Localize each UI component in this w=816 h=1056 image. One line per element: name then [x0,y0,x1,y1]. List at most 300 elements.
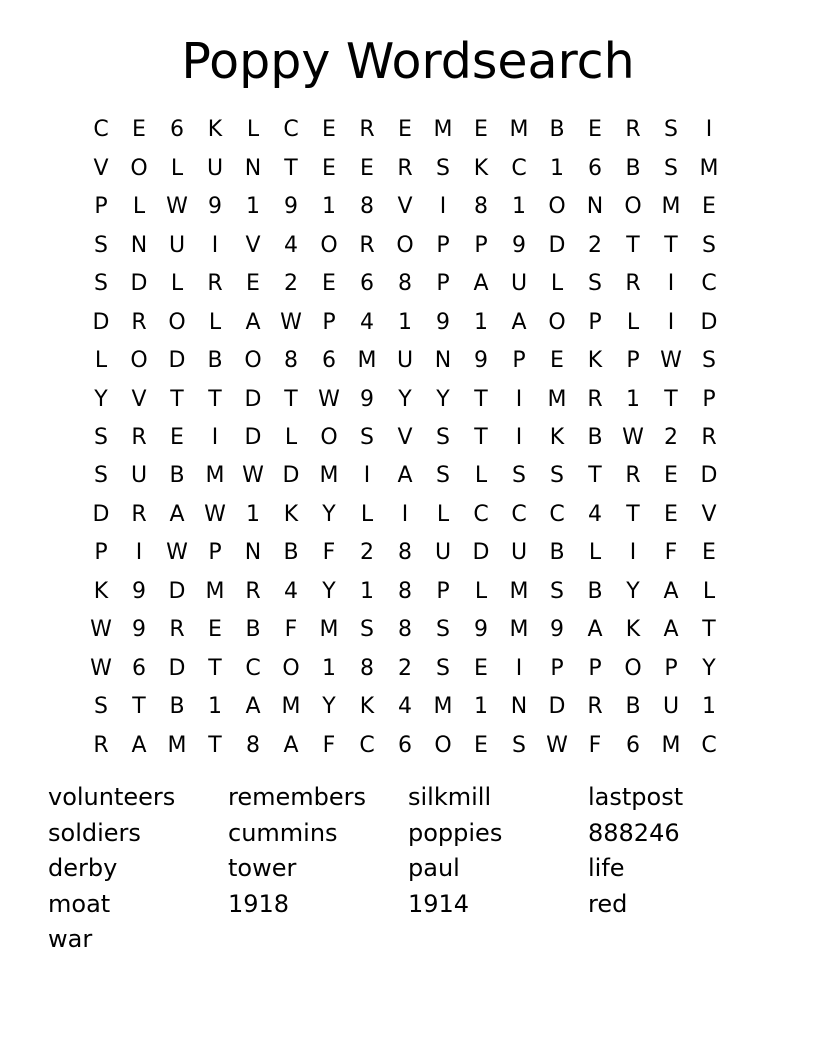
grid-letter[interactable]: 9 [512,232,526,258]
grid-letter[interactable]: 9 [550,617,564,643]
grid-letter[interactable]: W [546,732,568,758]
grid-letter[interactable]: T [284,386,298,412]
grid-letter[interactable]: M [167,732,187,758]
grid-letter[interactable]: 1 [208,694,222,720]
grid-letter[interactable]: L [246,117,260,143]
grid-letter[interactable]: 1 [322,655,336,681]
grid-letter[interactable]: Y [94,386,108,412]
grid-letter[interactable]: Y [322,694,336,720]
grid-letter[interactable]: O [168,309,186,335]
grid-letter[interactable]: Y [702,655,716,681]
grid-letter[interactable]: W [318,386,340,412]
grid-letter[interactable]: 2 [284,271,298,297]
grid-letter[interactable]: M [357,348,377,374]
grid-letter[interactable]: A [511,309,527,335]
grid-letter[interactable]: 2 [360,540,374,566]
grid-letter[interactable]: S [94,424,108,450]
grid-letter[interactable]: T [664,232,678,258]
grid-letter[interactable]: S [512,732,526,758]
grid-letter[interactable]: O [320,232,338,258]
grid-letter[interactable]: E [398,117,412,143]
word-list-item: 1918 [228,889,290,918]
grid-letter[interactable]: S [436,463,450,489]
grid-letter[interactable]: 2 [398,655,412,681]
grid-letter[interactable]: B [283,540,299,566]
grid-letter[interactable]: E [322,271,336,297]
grid-letter[interactable]: D [472,540,490,566]
grid-letter[interactable]: T [626,501,640,527]
grid-letter[interactable]: E [474,655,488,681]
grid-letter[interactable]: D [92,501,110,527]
grid-letter[interactable]: E [170,424,184,450]
grid-letter[interactable]: M [319,617,339,643]
grid-letter[interactable]: 8 [474,194,488,220]
grid-letter[interactable]: C [511,501,527,527]
grid-letter[interactable]: 1 [246,501,260,527]
grid-letter[interactable]: F [284,617,298,643]
grid-letter[interactable]: F [588,732,602,758]
grid-letter[interactable]: B [245,617,261,643]
grid-letter[interactable]: K [283,501,299,527]
grid-letter[interactable]: C [245,655,261,681]
grid-letter[interactable]: R [359,232,375,258]
grid-letter[interactable]: 1 [512,194,526,220]
grid-letter[interactable]: 6 [170,117,184,143]
grid-letter[interactable]: R [625,271,641,297]
grid-letter[interactable]: Y [322,578,336,604]
grid-letter[interactable]: P [588,309,602,335]
grid-letter[interactable]: C [549,501,565,527]
grid-letter[interactable]: F [664,540,678,566]
grid-letter[interactable]: I [439,194,447,220]
grid-letter[interactable]: 1 [322,194,336,220]
grid-letter[interactable]: N [130,232,148,258]
grid-letter[interactable]: M [509,578,529,604]
grid-letter[interactable]: R [245,578,261,604]
grid-letter[interactable]: E [322,117,336,143]
grid-letter[interactable]: M [661,194,681,220]
grid-letter[interactable]: L [208,309,222,335]
grid-letter[interactable]: R [131,309,147,335]
grid-letter[interactable]: U [168,232,186,258]
grid-letter[interactable]: Y [626,578,640,604]
grid-letter[interactable]: B [207,348,223,374]
grid-letter[interactable]: 9 [474,348,488,374]
grid-letter[interactable]: B [169,694,185,720]
grid-letter[interactable]: U [510,540,528,566]
grid-letter[interactable]: T [664,386,678,412]
grid-letter[interactable]: P [588,655,602,681]
grid-letter[interactable]: R [169,617,185,643]
grid-letter[interactable]: 4 [360,309,374,335]
grid-letter[interactable]: N [244,540,262,566]
grid-letter[interactable]: B [549,117,565,143]
grid-letter[interactable]: 4 [398,694,412,720]
grid-letter[interactable]: 9 [436,309,450,335]
grid-letter[interactable]: K [359,694,375,720]
grid-letter[interactable]: 6 [360,271,374,297]
grid-letter[interactable]: M [433,117,453,143]
grid-letter[interactable]: P [664,655,678,681]
grid-letter[interactable]: D [168,578,186,604]
grid-letter[interactable]: T [626,232,640,258]
grid-letter[interactable]: L [94,348,108,374]
grid-letter[interactable]: 1 [398,309,412,335]
grid-letter[interactable]: U [662,694,680,720]
grid-letter[interactable]: 6 [588,155,602,181]
grid-letter[interactable]: O [320,424,338,450]
grid-letter[interactable]: P [436,232,450,258]
grid-letter[interactable]: C [93,117,109,143]
grid-letter[interactable]: E [664,463,678,489]
grid-letter[interactable]: S [94,232,108,258]
grid-letter[interactable]: I [211,424,219,450]
grid-letter[interactable]: T [474,386,488,412]
grid-letter[interactable]: 1 [474,694,488,720]
grid-letter[interactable]: P [474,232,488,258]
grid-letter[interactable]: W [242,463,264,489]
grid-letter[interactable]: A [663,617,679,643]
grid-letter[interactable]: M [205,463,225,489]
grid-letter[interactable]: C [701,271,717,297]
grid-letter[interactable]: L [170,271,184,297]
grid-letter[interactable]: S [436,155,450,181]
grid-letter[interactable]: T [208,732,222,758]
grid-letter[interactable]: 1 [360,578,374,604]
grid-letter[interactable]: A [473,271,489,297]
grid-letter[interactable]: E [550,348,564,374]
grid-letter[interactable]: R [587,694,603,720]
grid-letter[interactable]: P [94,540,108,566]
grid-letter[interactable]: Y [322,501,336,527]
word-list-item: remembers [228,783,366,811]
grid-letter[interactable]: T [474,424,488,450]
grid-letter[interactable]: D [548,694,566,720]
grid-letter[interactable]: B [625,155,641,181]
grid-letter[interactable]: W [280,309,302,335]
grid-letter[interactable]: B [587,578,603,604]
grid-letter[interactable]: L [360,501,374,527]
grid-letter[interactable]: D [92,309,110,335]
grid-letter[interactable]: T [132,694,146,720]
grid-letter[interactable]: 4 [284,578,298,604]
grid-letter[interactable]: P [626,348,640,374]
grid-letter[interactable]: V [93,155,109,181]
grid-letter[interactable]: S [664,117,678,143]
grid-letter[interactable]: I [667,271,675,297]
grid-letter[interactable]: B [587,424,603,450]
grid-letter[interactable]: L [170,155,184,181]
grid-letter[interactable]: O [434,732,452,758]
grid-letter[interactable]: E [208,617,222,643]
grid-letter[interactable]: P [208,540,222,566]
grid-letter[interactable]: E [702,540,716,566]
word-list-item: moat [48,889,111,918]
word-list-item: war [48,925,93,953]
grid-letter[interactable]: V [131,386,147,412]
grid-letter[interactable]: 8 [398,271,412,297]
grid-letter[interactable]: N [244,155,262,181]
grid-letter[interactable]: R [359,117,375,143]
grid-letter[interactable]: E [664,501,678,527]
grid-letter[interactable]: D [700,463,718,489]
grid-letter[interactable]: 8 [284,348,298,374]
grid-letter[interactable]: A [245,309,261,335]
grid-letter[interactable]: S [588,271,602,297]
grid-letter[interactable]: 6 [626,732,640,758]
grid-letter[interactable]: M [661,732,681,758]
grid-letter[interactable]: C [701,732,717,758]
grid-letter[interactable]: 6 [132,655,146,681]
grid-letter[interactable]: W [660,348,682,374]
grid-letter[interactable]: E [132,117,146,143]
grid-letter[interactable]: M [509,117,529,143]
grid-letter[interactable]: D [244,424,262,450]
grid-letter[interactable]: C [283,117,299,143]
grid-letter[interactable]: S [436,424,450,450]
grid-letter[interactable]: V [245,232,261,258]
grid-letter[interactable]: 6 [322,348,336,374]
grid-letter[interactable]: T [208,386,222,412]
grid-letter[interactable]: S [94,694,108,720]
grid-letter[interactable]: E [702,194,716,220]
grid-letter[interactable]: 4 [588,501,602,527]
grid-letter[interactable]: A [245,694,261,720]
grid-letter[interactable]: Y [398,386,412,412]
grid-letter[interactable]: E [474,732,488,758]
grid-letter[interactable]: S [664,155,678,181]
grid-letter[interactable]: R [587,386,603,412]
grid-letter[interactable]: I [135,540,143,566]
grid-letter[interactable]: I [211,232,219,258]
grid-letter[interactable]: C [511,155,527,181]
grid-letter[interactable]: 8 [398,578,412,604]
grid-letter[interactable]: 8 [360,655,374,681]
grid-letter[interactable]: M [433,694,453,720]
grid-letter[interactable]: O [624,194,642,220]
grid-letter[interactable]: U [396,348,414,374]
grid-letter[interactable]: I [629,540,637,566]
grid-letter[interactable]: O [244,348,262,374]
grid-letter[interactable]: R [625,463,641,489]
grid-letter[interactable]: W [622,424,644,450]
grid-letter[interactable]: M [205,578,225,604]
grid-letter[interactable]: R [131,501,147,527]
grid-letter[interactable]: U [206,155,224,181]
grid-letter[interactable]: W [90,655,112,681]
grid-letter[interactable]: F [322,732,336,758]
grid-letter[interactable]: B [549,540,565,566]
grid-letter[interactable]: O [396,232,414,258]
grid-letter[interactable]: D [700,309,718,335]
grid-letter[interactable]: 8 [398,617,412,643]
grid-letter[interactable]: D [244,386,262,412]
grid-letter[interactable]: C [473,501,489,527]
grid-letter[interactable]: I [515,424,523,450]
grid-letter[interactable]: L [702,578,716,604]
word-list-item: red [588,889,628,918]
grid-letter[interactable]: 8 [398,540,412,566]
grid-letter[interactable]: K [549,424,565,450]
grid-letter[interactable]: C [359,732,375,758]
grid-letter[interactable]: R [701,424,717,450]
grid-letter[interactable]: E [360,155,374,181]
grid-letter[interactable]: R [625,117,641,143]
grid-letter[interactable]: I [705,117,713,143]
grid-letter[interactable]: D [168,655,186,681]
grid-letter[interactable]: S [94,463,108,489]
grid-letter[interactable]: R [93,732,109,758]
grid-letter[interactable]: I [401,501,409,527]
grid-letter[interactable]: P [512,348,526,374]
grid-letter[interactable]: N [586,194,604,220]
grid-letter[interactable]: O [130,348,148,374]
grid-letter[interactable]: P [322,309,336,335]
grid-letter[interactable]: S [702,232,716,258]
grid-letter[interactable]: M [509,617,529,643]
grid-letter[interactable]: I [667,309,675,335]
grid-letter[interactable]: U [130,463,148,489]
grid-letter[interactable]: 1 [626,386,640,412]
grid-letter[interactable]: V [397,424,413,450]
word-list-item: 1914 [408,889,470,918]
grid-letter[interactable]: T [284,155,298,181]
grid-letter[interactable]: 8 [246,732,260,758]
grid-letter[interactable]: O [282,655,300,681]
grid-letter[interactable]: S [360,617,374,643]
grid-letter[interactable]: K [473,155,489,181]
grid-letter[interactable]: A [587,617,603,643]
word-list-item: poppies [408,818,503,847]
grid-letter[interactable]: S [360,424,374,450]
grid-letter[interactable]: P [94,194,108,220]
grid-letter[interactable]: E [588,117,602,143]
grid-letter[interactable]: 2 [664,424,678,450]
grid-letter[interactable]: L [588,540,602,566]
grid-letter[interactable]: W [90,617,112,643]
grid-letter[interactable]: B [169,463,185,489]
grid-letter[interactable]: U [434,540,452,566]
grid-letter[interactable]: A [663,578,679,604]
grid-letter[interactable]: M [699,155,719,181]
grid-letter[interactable]: M [281,694,301,720]
grid-letter[interactable]: K [207,117,223,143]
grid-letter[interactable]: 9 [208,194,222,220]
grid-letter[interactable]: 2 [588,232,602,258]
grid-letter[interactable]: D [168,348,186,374]
grid-letter[interactable]: P [550,655,564,681]
grid-letter[interactable]: D [130,271,148,297]
grid-letter[interactable]: 8 [360,194,374,220]
grid-letter[interactable]: E [322,155,336,181]
grid-letter[interactable]: A [169,501,185,527]
grid-letter[interactable]: L [284,424,298,450]
grid-letter[interactable]: S [702,348,716,374]
grid-letter[interactable]: P [436,271,450,297]
grid-letter[interactable]: E [246,271,260,297]
grid-letter[interactable]: S [512,463,526,489]
grid-letter[interactable]: R [207,271,223,297]
grid-letter[interactable]: 9 [132,617,146,643]
grid-letter[interactable]: D [548,232,566,258]
word-list-item: volunteers [48,783,176,811]
grid-letter[interactable]: L [550,271,564,297]
grid-letter[interactable]: L [436,501,450,527]
grid-letter[interactable]: T [170,386,184,412]
grid-letter[interactable]: A [283,732,299,758]
grid-letter[interactable]: T [588,463,602,489]
grid-letter[interactable]: 1 [550,155,564,181]
grid-letter[interactable]: S [550,578,564,604]
word-list-item: life [588,854,625,882]
grid-letter[interactable]: R [397,155,413,181]
grid-letter[interactable]: L [474,578,488,604]
grid-letter[interactable]: I [515,655,523,681]
grid-letter[interactable]: K [625,617,641,643]
grid-letter[interactable]: O [130,155,148,181]
grid-letter[interactable]: 4 [284,232,298,258]
grid-letter[interactable]: O [548,194,566,220]
grid-letter[interactable]: 9 [284,194,298,220]
grid-letter[interactable]: A [131,732,147,758]
grid-letter[interactable]: 1 [474,309,488,335]
grid-letter[interactable]: I [515,386,523,412]
grid-letter[interactable]: O [624,655,642,681]
grid-letter[interactable]: S [436,617,450,643]
grid-letter[interactable]: W [166,540,188,566]
grid-letter[interactable]: N [434,348,452,374]
grid-letter[interactable]: P [436,578,450,604]
grid-letter[interactable]: N [510,694,528,720]
grid-letter[interactable]: A [397,463,413,489]
page-title: Poppy Wordsearch [181,33,635,90]
grid-letter[interactable]: L [132,194,146,220]
grid-letter[interactable]: K [93,578,109,604]
word-list-item: cummins [228,818,338,847]
grid-letter[interactable]: W [166,194,188,220]
grid-letter[interactable]: P [702,386,716,412]
grid-letter[interactable]: L [474,463,488,489]
grid-letter[interactable]: Y [436,386,450,412]
grid-letter[interactable]: R [131,424,147,450]
grid-letter[interactable]: 9 [360,386,374,412]
grid-letter[interactable]: E [474,117,488,143]
grid-letter[interactable]: 6 [398,732,412,758]
grid-letter[interactable]: L [626,309,640,335]
grid-letter[interactable]: O [548,309,566,335]
grid-letter[interactable]: S [550,463,564,489]
grid-letter[interactable]: I [363,463,371,489]
grid-letter[interactable]: V [397,194,413,220]
grid-letter[interactable]: 9 [132,578,146,604]
grid-letter[interactable]: K [587,348,603,374]
grid-letter[interactable]: U [510,271,528,297]
grid-letter[interactable]: F [322,540,336,566]
grid-letter[interactable]: 1 [246,194,260,220]
grid-letter[interactable]: B [625,694,641,720]
grid-letter[interactable]: 1 [702,694,716,720]
grid-letter[interactable]: M [547,386,567,412]
grid-letter[interactable]: 9 [474,617,488,643]
grid-letter[interactable]: M [319,463,339,489]
grid-letter[interactable]: V [701,501,717,527]
grid-letter[interactable]: T [702,617,716,643]
grid-letter[interactable]: S [94,271,108,297]
grid-letter[interactable]: S [436,655,450,681]
grid-letter[interactable]: W [204,501,226,527]
grid-letter[interactable]: D [282,463,300,489]
grid-letter[interactable]: T [208,655,222,681]
